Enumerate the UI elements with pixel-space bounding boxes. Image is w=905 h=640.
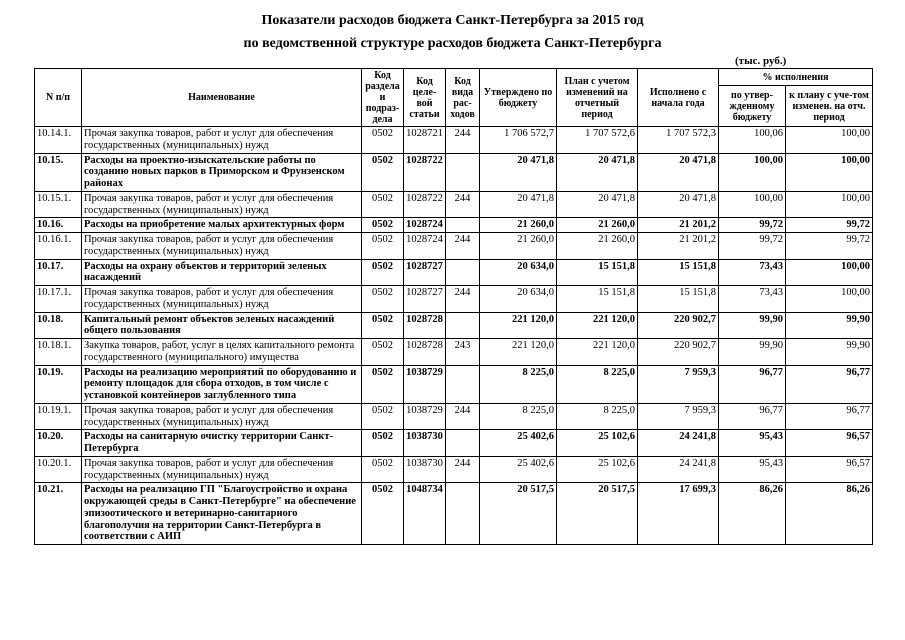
cell-name: Расходы на проектно-изыскательские работы по созданию новых парков в Приморском и Фрунзенском районах <box>82 153 362 191</box>
cell-razdel: 0502 <box>362 233 404 260</box>
cell-num: 10.19. <box>35 365 82 403</box>
cell-num: 10.15.1. <box>35 191 82 218</box>
cell-vid <box>446 153 480 191</box>
cell-plan: 15 151,8 <box>557 259 638 286</box>
cell-pct-approved: 99,90 <box>719 339 786 366</box>
cell-pct-plan: 99,90 <box>786 312 873 339</box>
cell-pct-plan: 99,72 <box>786 233 873 260</box>
cell-statya: 1038729 <box>404 403 446 430</box>
cell-pct-approved: 99,72 <box>719 233 786 260</box>
cell-razdel: 0502 <box>362 456 404 483</box>
cell-pct-plan: 86,26 <box>786 483 873 545</box>
cell-vid <box>446 483 480 545</box>
cell-name: Расходы на реализацию мероприятий по оборудованию и ремонту площадок для сбора отходов, в том числе с установкой контейнеров заглубленного типа <box>82 365 362 403</box>
cell-plan: 20 471,8 <box>557 191 638 218</box>
cell-statya: 1028721 <box>404 127 446 154</box>
cell-executed: 220 902,7 <box>638 312 719 339</box>
expenditure-table <box>34 68 873 545</box>
cell-vid: 244 <box>446 127 480 154</box>
cell-vid: 244 <box>446 191 480 218</box>
cell-plan: 221 120,0 <box>557 312 638 339</box>
cell-pct-approved: 100,00 <box>719 153 786 191</box>
cell-executed: 7 959,3 <box>638 365 719 403</box>
cell-approved: 1 706 572,7 <box>480 127 557 154</box>
header-percent: % исполнения <box>719 69 873 86</box>
cell-pct-approved: 73,43 <box>719 259 786 286</box>
cell-pct-approved: 95,43 <box>719 456 786 483</box>
cell-pct-plan: 96,77 <box>786 403 873 430</box>
cell-executed: 1 707 572,3 <box>638 127 719 154</box>
cell-executed: 21 201,2 <box>638 218 719 233</box>
table-row <box>35 259 873 286</box>
cell-num: 10.16. <box>35 218 82 233</box>
cell-statya: 1028728 <box>404 339 446 366</box>
table-row <box>35 191 873 218</box>
cell-approved: 20 634,0 <box>480 286 557 313</box>
cell-statya: 1028727 <box>404 259 446 286</box>
header-approved: Утверждено по бюджету <box>480 69 557 127</box>
cell-executed: 24 241,8 <box>638 430 719 457</box>
cell-statya: 1028724 <box>404 218 446 233</box>
cell-name: Прочая закупка товаров, работ и услуг для обеспечения государственных (муниципальных) нужд <box>82 403 362 430</box>
cell-approved: 25 402,6 <box>480 430 557 457</box>
cell-pct-plan: 100,00 <box>786 259 873 286</box>
cell-pct-approved: 95,43 <box>719 430 786 457</box>
cell-pct-plan: 99,72 <box>786 218 873 233</box>
cell-pct-approved: 99,72 <box>719 218 786 233</box>
header-name: Наименование <box>82 69 362 127</box>
cell-statya: 1038729 <box>404 365 446 403</box>
table-row <box>35 483 873 545</box>
cell-approved: 221 120,0 <box>480 312 557 339</box>
cell-vid: 244 <box>446 403 480 430</box>
header-executed: Исполнено с начала года <box>638 69 719 127</box>
cell-plan: 8 225,0 <box>557 365 638 403</box>
cell-num: 10.20. <box>35 430 82 457</box>
table-body <box>35 127 873 545</box>
cell-razdel: 0502 <box>362 191 404 218</box>
cell-razdel: 0502 <box>362 218 404 233</box>
cell-vid <box>446 365 480 403</box>
cell-approved: 20 471,8 <box>480 191 557 218</box>
cell-plan: 25 102,6 <box>557 430 638 457</box>
cell-name: Капитальный ремонт объектов зеленых насаждений общего пользования <box>82 312 362 339</box>
cell-num: 10.14.1. <box>35 127 82 154</box>
cell-executed: 220 902,7 <box>638 339 719 366</box>
cell-razdel: 0502 <box>362 483 404 545</box>
cell-approved: 8 225,0 <box>480 365 557 403</box>
cell-vid <box>446 430 480 457</box>
cell-plan: 8 225,0 <box>557 403 638 430</box>
cell-executed: 24 241,8 <box>638 456 719 483</box>
cell-approved: 20 517,5 <box>480 483 557 545</box>
cell-pct-plan: 100,00 <box>786 153 873 191</box>
cell-vid: 244 <box>446 456 480 483</box>
cell-pct-plan: 100,00 <box>786 127 873 154</box>
cell-pct-plan: 96,57 <box>786 456 873 483</box>
cell-num: 10.18.1. <box>35 339 82 366</box>
cell-pct-plan: 96,57 <box>786 430 873 457</box>
cell-pct-plan: 100,00 <box>786 191 873 218</box>
cell-statya: 1038730 <box>404 456 446 483</box>
cell-name: Прочая закупка товаров, работ и услуг для обеспечения государственных (муниципальных) нужд <box>82 127 362 154</box>
cell-num: 10.18. <box>35 312 82 339</box>
cell-name: Прочая закупка товаров, работ и услуг для обеспечения государственных (муниципальных) нужд <box>82 286 362 313</box>
cell-pct-plan: 99,90 <box>786 339 873 366</box>
header-statya: Код целе-вой статьи <box>404 69 446 127</box>
table-row <box>35 403 873 430</box>
cell-vid: 243 <box>446 339 480 366</box>
cell-statya: 1048734 <box>404 483 446 545</box>
cell-num: 10.17.1. <box>35 286 82 313</box>
cell-name: Расходы на приобретение малых архитектурных форм <box>82 218 362 233</box>
header-plan: План с учетом изменений на отчетный период <box>557 69 638 127</box>
cell-plan: 15 151,8 <box>557 286 638 313</box>
cell-executed: 15 151,8 <box>638 286 719 313</box>
cell-num: 10.16.1. <box>35 233 82 260</box>
cell-statya: 1028722 <box>404 191 446 218</box>
cell-pct-approved: 86,26 <box>719 483 786 545</box>
cell-executed: 7 959,3 <box>638 403 719 430</box>
table-row <box>35 127 873 154</box>
cell-razdel: 0502 <box>362 430 404 457</box>
cell-vid: 244 <box>446 286 480 313</box>
cell-name: Расходы на санитарную очистку территории Санкт-Петербурга <box>82 430 362 457</box>
table-row <box>35 365 873 403</box>
table-row <box>35 233 873 260</box>
cell-plan: 25 102,6 <box>557 456 638 483</box>
table-row <box>35 456 873 483</box>
cell-name: Расходы на охрану объектов и территорий зеленых насаждений <box>82 259 362 286</box>
header-pct-approved: по утвер-жденному бюджету <box>719 86 786 127</box>
cell-plan: 21 260,0 <box>557 233 638 260</box>
cell-approved: 20 634,0 <box>480 259 557 286</box>
table-row <box>35 218 873 233</box>
cell-executed: 17 699,3 <box>638 483 719 545</box>
cell-num: 10.15. <box>35 153 82 191</box>
header-num: N п/п <box>35 69 82 127</box>
cell-razdel: 0502 <box>362 403 404 430</box>
cell-executed: 20 471,8 <box>638 153 719 191</box>
cell-name: Закупка товаров, работ, услуг в целях капитального ремонта государственного (муниципального) имущества <box>82 339 362 366</box>
cell-num: 10.19.1. <box>35 403 82 430</box>
cell-name: Прочая закупка товаров, работ и услуг для обеспечения государственных (муниципальных) нужд <box>82 456 362 483</box>
table-row <box>35 153 873 191</box>
cell-executed: 20 471,8 <box>638 191 719 218</box>
cell-statya: 1038730 <box>404 430 446 457</box>
cell-plan: 21 260,0 <box>557 218 638 233</box>
cell-razdel: 0502 <box>362 339 404 366</box>
cell-pct-approved: 100,06 <box>719 127 786 154</box>
cell-statya: 1028728 <box>404 312 446 339</box>
cell-vid <box>446 312 480 339</box>
cell-plan: 1 707 572,6 <box>557 127 638 154</box>
cell-razdel: 0502 <box>362 365 404 403</box>
table-row <box>35 286 873 313</box>
cell-pct-approved: 96,77 <box>719 365 786 403</box>
cell-approved: 21 260,0 <box>480 233 557 260</box>
cell-plan: 221 120,0 <box>557 339 638 366</box>
table-row <box>35 339 873 366</box>
cell-pct-approved: 96,77 <box>719 403 786 430</box>
cell-num: 10.21. <box>35 483 82 545</box>
table-row <box>35 312 873 339</box>
cell-statya: 1028727 <box>404 286 446 313</box>
header-pct-plan: к плану с уче-том изменен. на отч. период <box>786 86 873 127</box>
cell-vid: 244 <box>446 233 480 260</box>
cell-name: Расходы на реализацию ГП "Благоустройство и охрана окружающей среды в Санкт-Петербурге" на обеспечение эпизоотического и ветеринарно-санитарного благополучия на территории Санкт-Петербурга в соответствии с АИП <box>82 483 362 545</box>
units-label: (тыс. руб.) <box>735 55 787 67</box>
document-title: Показатели расходов бюджета Санкт-Петербурга за 2015 год <box>261 13 644 28</box>
cell-razdel: 0502 <box>362 312 404 339</box>
cell-pct-plan: 100,00 <box>786 286 873 313</box>
cell-name: Прочая закупка товаров, работ и услуг для обеспечения государственных (муниципальных) нужд <box>82 233 362 260</box>
cell-pct-approved: 100,00 <box>719 191 786 218</box>
table-row <box>35 430 873 457</box>
cell-pct-plan: 96,77 <box>786 365 873 403</box>
cell-name: Прочая закупка товаров, работ и услуг для обеспечения государственных (муниципальных) нужд <box>82 191 362 218</box>
cell-executed: 15 151,8 <box>638 259 719 286</box>
cell-num: 10.17. <box>35 259 82 286</box>
cell-approved: 20 471,8 <box>480 153 557 191</box>
cell-plan: 20 517,5 <box>557 483 638 545</box>
cell-razdel: 0502 <box>362 259 404 286</box>
cell-approved: 21 260,0 <box>480 218 557 233</box>
cell-pct-approved: 99,90 <box>719 312 786 339</box>
cell-razdel: 0502 <box>362 153 404 191</box>
cell-vid <box>446 218 480 233</box>
header-razdel: Код раздела и подраз-дела <box>362 69 404 127</box>
cell-vid <box>446 259 480 286</box>
cell-razdel: 0502 <box>362 127 404 154</box>
cell-executed: 21 201,2 <box>638 233 719 260</box>
cell-statya: 1028724 <box>404 233 446 260</box>
cell-approved: 221 120,0 <box>480 339 557 366</box>
document-subtitle: по ведомственной структуре расходов бюджета Санкт-Петербурга <box>243 36 662 51</box>
cell-razdel: 0502 <box>362 286 404 313</box>
cell-plan: 20 471,8 <box>557 153 638 191</box>
cell-approved: 25 402,6 <box>480 456 557 483</box>
header-vid: Код вида рас-ходов <box>446 69 480 127</box>
cell-statya: 1028722 <box>404 153 446 191</box>
cell-pct-approved: 73,43 <box>719 286 786 313</box>
cell-num: 10.20.1. <box>35 456 82 483</box>
cell-approved: 8 225,0 <box>480 403 557 430</box>
